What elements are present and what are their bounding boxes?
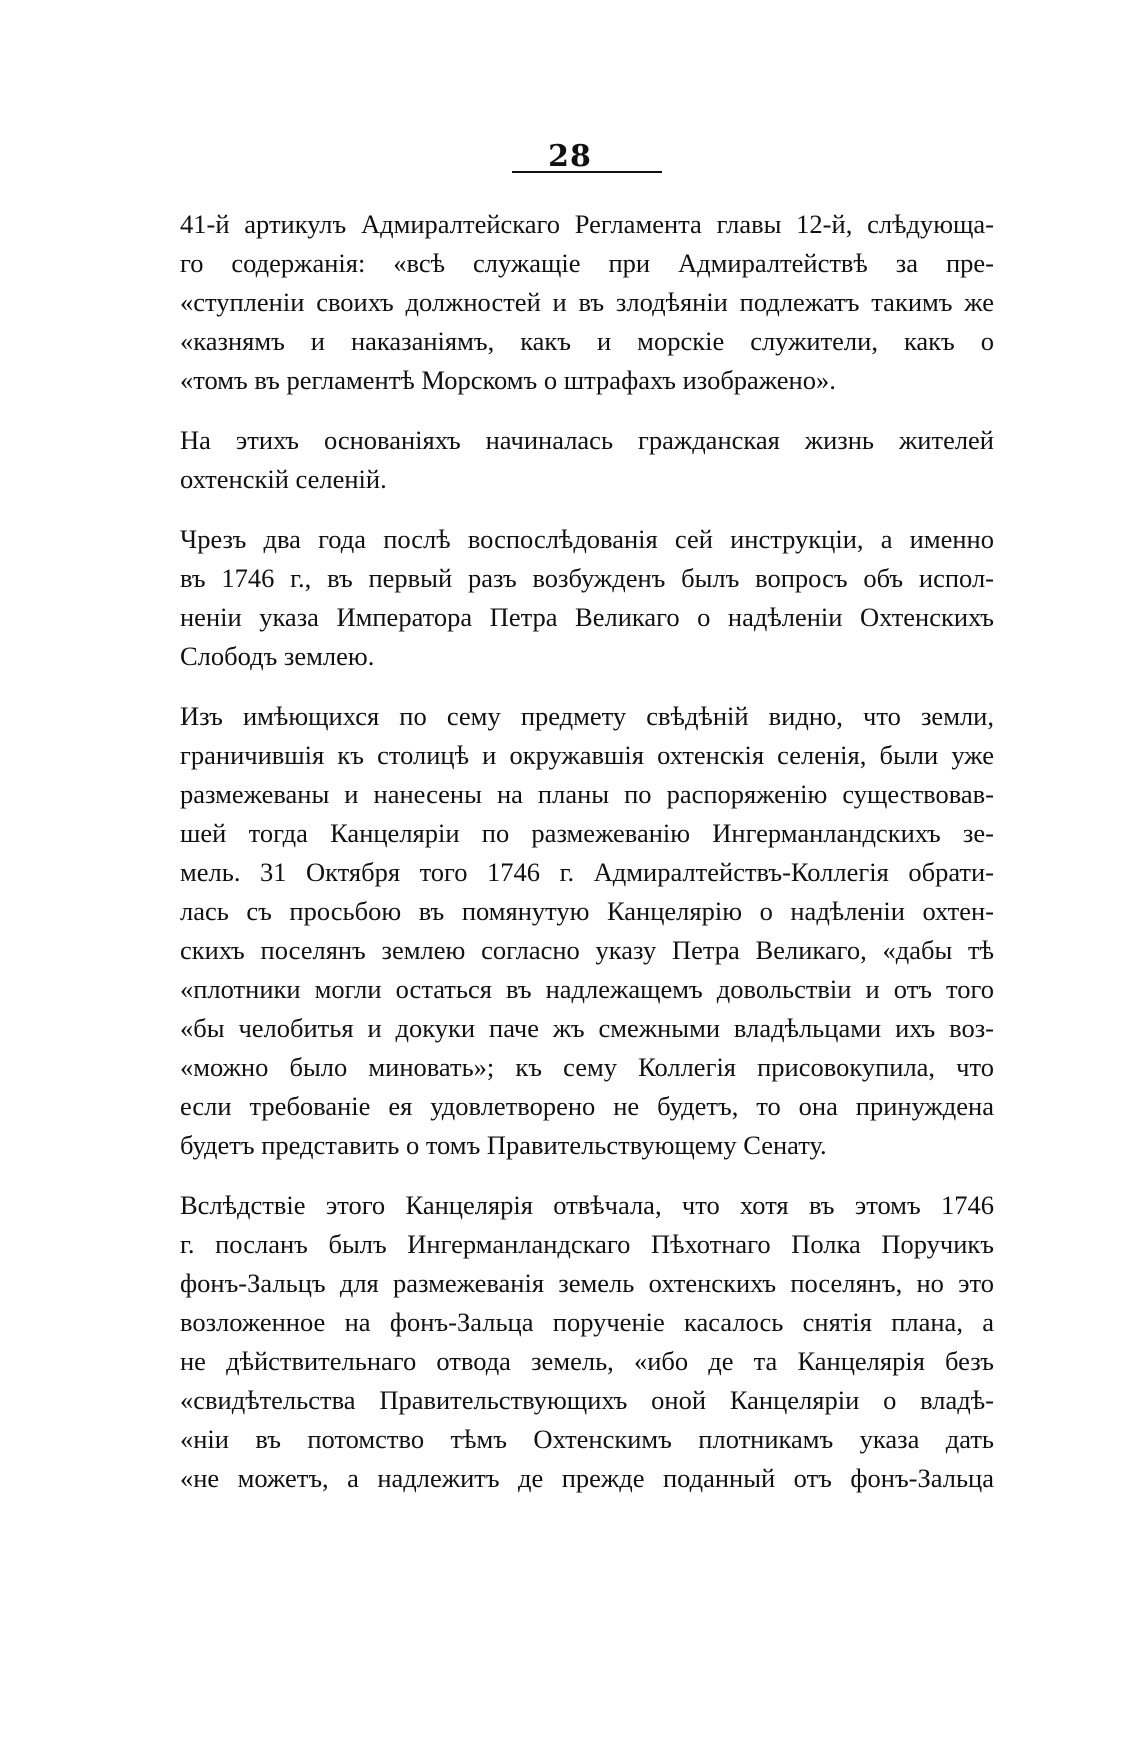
text-line: не дѣйствительнаго отвода земель, «ибо де та Канцелярія безъ [180, 1346, 994, 1376]
text-line: «бы челобитья и докуки паче жъ смежными владѣльцами ихъ воз- [180, 1013, 994, 1043]
text-line: го содержанія: «всѣ служащіе при Адмиралтействѣ за пре- [180, 248, 994, 278]
text-line: «можно было миновать»; къ сему Коллегія присовокупила, что [180, 1052, 994, 1082]
text-line: «не можетъ, а надлежитъ де прежде поданный отъ фонъ-Зальца [180, 1463, 994, 1493]
paragraph-4 [180, 697, 994, 1165]
paragraph-3 [180, 520, 994, 676]
text-line: «плотники могли остаться въ надлежащемъ довольствіи и отъ того [180, 974, 994, 1004]
text-line: Изъ имѣющихся по сему предмету свѣдѣній видно, что земли, [180, 701, 994, 731]
text-line: «томъ въ регламентѣ Морскомъ о штрафахъ изображено». [180, 365, 836, 395]
header-rule [512, 171, 662, 173]
body-text [180, 205, 994, 1519]
text-line: неніи указа Императора Петра Великаго о надѣленіи Охтенскихъ [180, 602, 994, 632]
text-line: «ніи въ потомство тѣмъ Охтенскимъ плотникамъ указа дать [180, 1424, 994, 1454]
text-line: «казнямъ и наказаніямъ, какъ и морскіе служители, какъ о [180, 326, 994, 356]
text-line: Вслѣдствіе этого Канцелярія отвѣчала, что хотя въ этомъ 1746 [180, 1190, 994, 1220]
text-line: охтенскій селеній. [180, 464, 387, 494]
page-number: 28 [548, 139, 592, 174]
text-line: скихъ поселянъ землею согласно указу Петра Великаго, «дабы тѣ [180, 935, 994, 965]
text-line: будетъ представить о томъ Правительствующему Сенату. [180, 1130, 827, 1160]
text-line: г. посланъ былъ Ингерманландскаго Пѣхотнаго Полка Поручикъ [180, 1229, 994, 1259]
text-line: На этихъ основаніяхъ начиналась гражданская жизнь жителей [180, 425, 994, 455]
text-line: Чрезъ два года послѣ воспослѣдованія сей инструкціи, а именно [180, 524, 994, 554]
text-line: «ступленіи своихъ должностей и въ злодѣяніи подлежатъ такимъ же [180, 287, 994, 317]
text-line: граничившія къ столицѣ и окружавшія охтенскія селенія, были уже [180, 740, 994, 770]
text-line: возложенное на фонъ-Зальца порученіе касалось снятія плана, а [180, 1307, 994, 1337]
text-line: 41-й артикулъ Адмиралтейскаго Регламента главы 12-й, слѣдующа- [180, 209, 994, 239]
text-line: шей тогда Канцеляріи по размежеванію Ингерманландскихъ зе- [180, 818, 994, 848]
paragraph-2 [180, 421, 994, 499]
text-line: лась съ просьбою въ помянутую Канцелярію о надѣленіи охтен- [180, 896, 994, 926]
paragraph-1 [180, 205, 994, 400]
text-line: если требованіе ея удовлетворено не будетъ, то она принуждена [180, 1091, 994, 1121]
text-line: Слободъ землею. [180, 641, 375, 671]
text-line: мель. 31 Октября того 1746 г. Адмиралтействъ-Коллегія обрати- [180, 857, 994, 887]
text-line: «свидѣтельства Правительствующихъ оной Канцеляріи о владѣ- [180, 1385, 994, 1415]
paragraph-5 [180, 1186, 994, 1498]
text-line: фонъ-Зальцъ для размежеванія земель охтенскихъ поселянъ, но это [180, 1268, 994, 1298]
text-line: размежеваны и нанесены на планы по распоряженію существовав- [180, 779, 994, 809]
text-line: въ 1746 г., въ первый разъ возбужденъ былъ вопросъ объ испол- [180, 563, 994, 593]
